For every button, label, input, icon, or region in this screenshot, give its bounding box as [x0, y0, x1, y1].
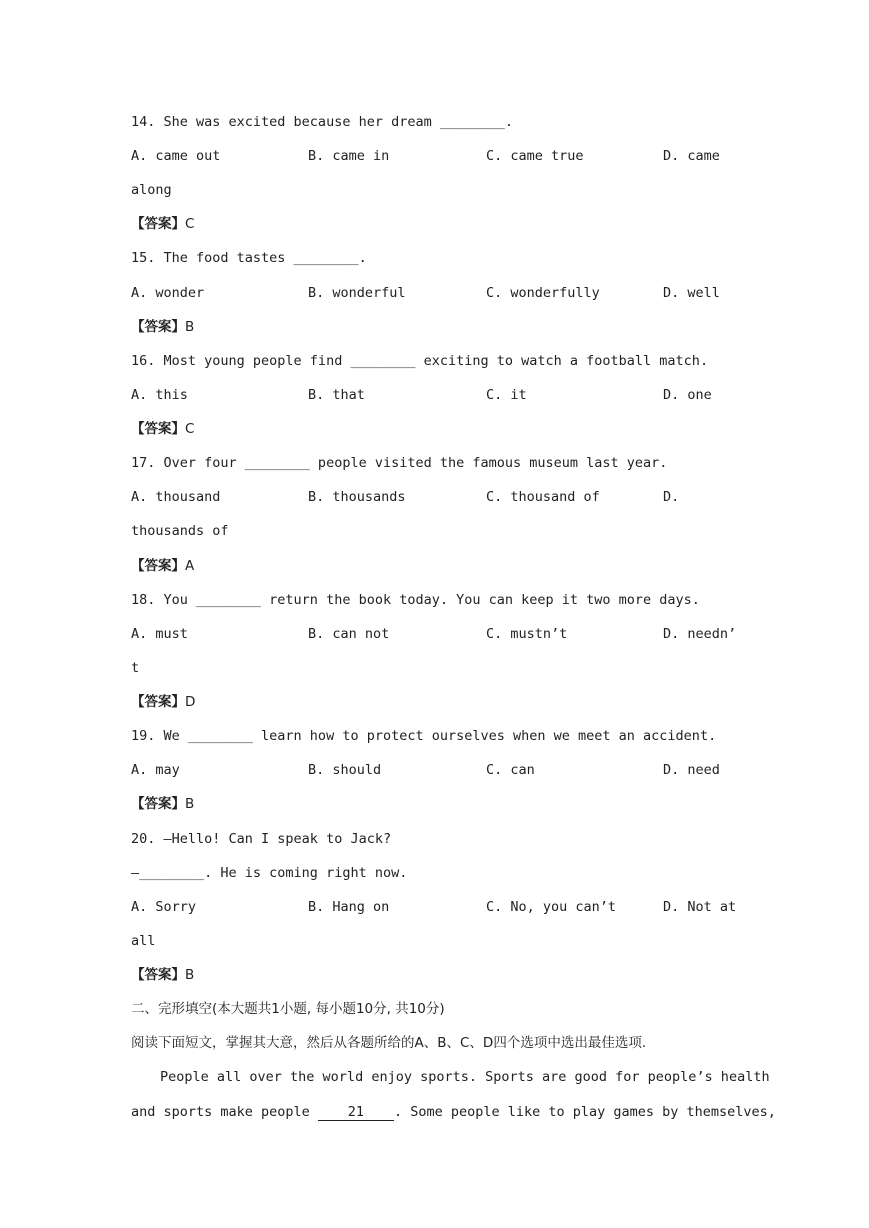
question-17-stem: 17. Over four ________ people visited the famous museum last year. — [131, 455, 668, 471]
question-20-option-d: D. Not at — [663, 899, 737, 915]
question-16-stem: 16. Most young people find ________ exciting to watch a football match. — [131, 353, 709, 369]
question-18-option-b: B. can not — [308, 626, 390, 642]
question-19-option-d: D. need — [663, 762, 720, 778]
question-20-option-b: B. Hang on — [308, 899, 390, 915]
question-19-option-a: A. may — [131, 762, 180, 778]
question-14-option-b: B. came in — [308, 148, 390, 164]
answer-value: D — [185, 694, 196, 710]
passage-line-2 — [131, 1102, 776, 1122]
question-15-answer — [131, 317, 194, 337]
question-14-option-d-wrap: along — [131, 182, 172, 198]
question-20-stem-reply: —________. He is coming right now. — [131, 865, 408, 881]
question-18-stem: 18. You ________ return the book today. You can keep it two more days. — [131, 592, 700, 608]
question-18-option-d-wrap: t — [131, 660, 140, 676]
question-16-option-a: A. this — [131, 387, 188, 403]
passage-line-2-end: . Some people like to play games by themselves, — [393, 1104, 776, 1120]
question-17-option-b: B. thousands — [308, 489, 406, 505]
answer-label: 【答案】 — [131, 796, 185, 812]
answer-value: C — [185, 216, 195, 232]
question-18-option-a: A. must — [131, 626, 188, 642]
passage-line-2-start: and sports make people — [131, 1104, 318, 1120]
question-15-option-d: D. well — [663, 285, 720, 301]
question-17-option-d: D. — [663, 489, 680, 505]
question-18-option-c: C. mustn’t — [486, 626, 568, 642]
question-17-option-d-wrap: thousands of — [131, 523, 229, 539]
section-instruction: 阅读下面短文，掌握其大意，然后从各题所给的A、B、C、D四个选项中选出最佳选项. — [131, 1035, 647, 1051]
question-14-option-a: A. came out — [131, 148, 221, 164]
question-18-option-d: D. needn’ — [663, 626, 737, 642]
question-17-option-c: C. thousand of — [486, 489, 600, 505]
answer-value: B — [185, 967, 195, 983]
question-18-answer — [131, 692, 195, 712]
question-15-option-a: A. wonder — [131, 285, 205, 301]
question-17-option-a: A. thousand — [131, 489, 221, 505]
question-14-option-c: C. came true — [486, 148, 584, 164]
question-20-option-a: A. Sorry — [131, 899, 197, 915]
question-14-stem: 14. She was excited because her dream ________. — [131, 114, 514, 130]
question-17-answer — [131, 556, 194, 576]
question-16-option-d: D. one — [663, 387, 712, 403]
question-15-option-b: B. wonderful — [308, 285, 406, 301]
question-15-stem: 15. The food tastes ________. — [131, 250, 367, 266]
answer-label: 【答案】 — [131, 694, 185, 710]
question-15-option-c: C. wonderfully — [486, 285, 600, 301]
question-14-answer — [131, 214, 194, 234]
answer-value: B — [185, 319, 195, 335]
question-19-answer — [131, 794, 194, 814]
section-heading: 二、完形填空(本大题共1小题, 每小题10分, 共10分) — [131, 1001, 445, 1017]
answer-label: 【答案】 — [131, 558, 185, 574]
question-20-stem: 20. —Hello! Can I speak to Jack? — [131, 831, 392, 847]
question-20-answer — [131, 965, 194, 985]
question-16-option-b: B. that — [308, 387, 365, 403]
question-16-answer — [131, 419, 194, 439]
answer-value: B — [185, 796, 195, 812]
question-20-option-c: C. No, you can’t — [486, 899, 617, 915]
blank-21: 21 — [318, 1104, 394, 1121]
question-19-stem: 19. We ________ learn how to protect ourselves when we meet an accident. — [131, 728, 717, 744]
answer-value: C — [185, 421, 195, 437]
question-20-option-d-wrap: all — [131, 933, 156, 949]
answer-value: A — [185, 558, 195, 574]
question-19-option-b: B. should — [308, 762, 382, 778]
question-16-option-c: C. it — [486, 387, 527, 403]
question-14-option-d: D. came — [663, 148, 720, 164]
passage-line-1: People all over the world enjoy sports. Sports are good for people’s health — [160, 1069, 770, 1085]
answer-label: 【答案】 — [131, 967, 185, 983]
answer-label: 【答案】 — [131, 216, 185, 232]
answer-label: 【答案】 — [131, 421, 185, 437]
answer-label: 【答案】 — [131, 319, 185, 335]
question-19-option-c: C. can — [486, 762, 535, 778]
